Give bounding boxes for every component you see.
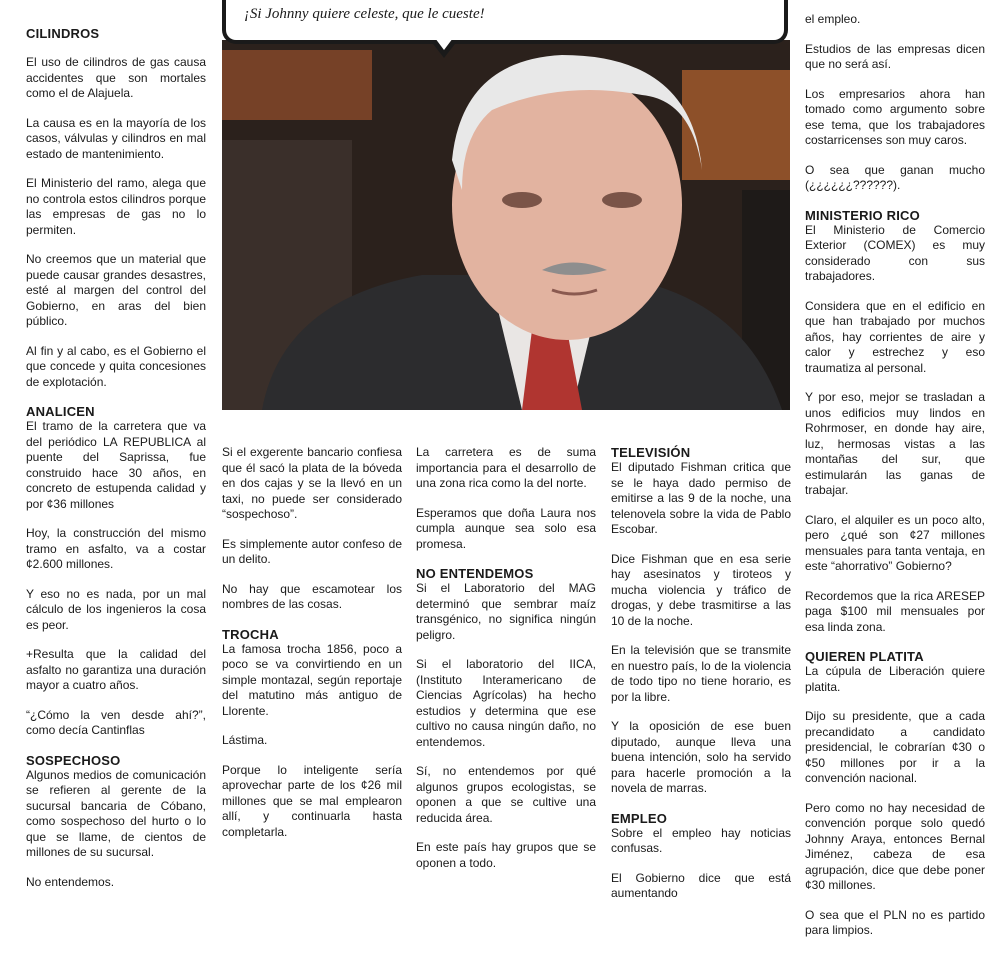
speech-bubble	[222, 0, 788, 44]
paragraph: Y eso no es nada, por un mal cálculo de los ingenieros la cosa es peor.	[26, 586, 206, 632]
section-title-analicen: ANALICEN	[26, 404, 95, 419]
paragraph: Claro, el alquiler es un poco alto, pero ¿qué son ¢27 millones mensuales para tanta ventaja, en este “ahorrativo” Gobierno?	[805, 512, 985, 573]
paragraph: En la televisión que se transmite en nuestro país, lo de la violencia de todo tipo no tiene horario, es por la libre.	[611, 643, 791, 704]
paragraph: El tramo de la carretera que va del periódico LA REPUBLICA al puente del Saprissa, fue construido hace 30 años, en concreto de estupenda calidad y por ¢36 millones	[26, 419, 206, 511]
paragraph: En este país hay grupos que se oponen a todo.	[416, 840, 596, 870]
column-3	[416, 445, 596, 885]
paragraph: Si el Laboratorio del MAG determinó que sembrar maíz transgénico, no significa ningún peligro.	[416, 581, 596, 642]
paragraph: Es simplemente autor confeso de un delito.	[222, 536, 402, 566]
paragraph: La famosa trocha 1856, poco a poco se va convirtiendo en un simple montazal, según reportaje del matutino más antiguo de Llorente.	[222, 641, 402, 718]
paragraph: el empleo.	[805, 12, 861, 26]
paragraph: O sea que ganan mucho (¿¿¿¿¿¿??????).	[805, 162, 985, 192]
paragraph: Los empresarios ahora han tomado como argumento sobre ese tema, que los trabajadores costarricenses son muy caros.	[805, 86, 985, 147]
paragraph: Y por eso, mejor se trasladan a unos edificios muy lindos en Rohrmoser, en donde hay aire, luz, hermosas vistas a las montañas del sur, que estimularán las ganas de trabajar.	[805, 390, 985, 497]
paragraph: La causa es en la mayoría de los casos, válvulas y cilindros en mal estado de mantenimiento.	[26, 115, 206, 161]
paragraph: Estudios de las empresas dicen que no será así.	[805, 41, 985, 71]
section-title-cilindros: CILINDROS	[26, 26, 100, 41]
column-4	[611, 445, 791, 916]
paragraph: Y la oposición de ese buen diputado, aunque lleva una buena intención, solo ha servido para hacerle promoción a la novela de marras.	[611, 719, 791, 795]
paragraph: Sí, no entendemos por qué algunos grupos ecologistas, se oponen a que se cultive una reducida área.	[416, 764, 596, 825]
portrait-photo	[222, 40, 790, 410]
paragraph: El diputado Fishman critica que se le haya dado permiso de emitirse a las 9 de la noche, una telenovela sobre la vida de Pablo Escobar.	[611, 460, 791, 536]
section-title-empleo: EMPLEO	[611, 810, 668, 826]
paragraph: No creemos que un material que puede causar grandes desastres, esté al margen del control del Gobierno, en aras del bien público.	[26, 252, 206, 328]
paragraph: Porque lo inteligente sería aprovechar parte de los ¢26 mil millones que se mal emplearon allí, y continuarla hasta completarla.	[222, 762, 402, 839]
paragraph: El Ministerio de Comercio Exterior (COMEX) es muy considerado con sus trabajadores.	[805, 222, 985, 283]
paragraph: El Gobierno dice que está aumentando	[611, 870, 791, 900]
paragraph: No entendemos.	[26, 874, 115, 889]
paragraph: Sobre el empleo hay noticias confusas.	[611, 825, 791, 855]
paragraph: +Resulta que la calidad del asfalto no garantiza una duración mayor a cuatro años.	[26, 647, 206, 692]
paragraph: Recordemos que la rica ARESEP paga $100 mil mensuales por esa linda zona.	[805, 588, 985, 634]
section-title-television: TELEVISIÓN	[611, 445, 691, 460]
paragraph: Hoy, la construcción del mismo tramo en asfalto, va a costar ¢2.600 millones.	[26, 526, 206, 571]
section-title-quieren-platita: QUIEREN PLATITA	[805, 649, 924, 664]
paragraph: Pero como no hay necesidad de convención porque solo quedó Johnny Araya, entonces Bernal Jiménez, cabeza de esa agrupación, dice que debe poner ¢30 millones.	[805, 800, 985, 892]
speech-bubble-tail-inner	[435, 38, 453, 50]
paragraph: No hay que escamotear los nombres de las cosas.	[222, 581, 402, 611]
paragraph: Lástima.	[222, 733, 268, 747]
paragraph: La carretera es de suma importancia para el desarrollo de una zona rica como la del norte.	[416, 445, 596, 490]
paragraph: Si el laboratorio del IICA, (Instituto Interamericano de Ciencias Agrícolas) ha hecho estudios y determina que ese cultivo no causa ningún daño, no entendemos.	[416, 657, 596, 749]
paragraph: O sea que el PLN no es partido para limpios.	[805, 907, 985, 937]
speech-bubble-text: ¡Si Johnny quiere celeste, que le cueste!	[244, 6, 485, 22]
column-5	[805, 12, 985, 953]
paragraph: Al fin y al cabo, es el Gobierno el que concede y quita concesiones de explotación.	[26, 343, 206, 389]
paragraph: “¿Cómo la ven desde ahí?”, como decía Cantinflas	[26, 707, 206, 737]
paragraph: Si el exgerente bancario confiesa que él sacó la plata de la bóveda en dos cajas y se la llevó en un taxi, no puede ser considerado “sospechoso”.	[222, 445, 402, 521]
section-title-sospechoso: SOSPECHOSO	[26, 752, 121, 768]
column-2	[222, 445, 402, 854]
paragraph: El uso de cilindros de gas causa accidentes que son mortales como el de Alajuela.	[26, 55, 206, 100]
paragraph: Dijo su presidente, que a cada precandidato a candidato presidencial, le cobrarían ¢30 o ¢50 millones por ir a la convención nacional.	[805, 709, 985, 785]
paragraph: Considera que en el edificio en que han trabajado por muchos años, hay corrientes de aire y calor y estrechez y eso traumatiza al personal.	[805, 298, 985, 375]
portrait-illustration	[222, 40, 790, 410]
paragraph: El Ministerio del ramo, alega que no controla estos cilindros porque las empresas de gas no lo permiten.	[26, 176, 206, 237]
section-title-ministerio-rico: MINISTERIO RICO	[805, 207, 920, 223]
paragraph: Esperamos que doña Laura nos cumpla aunque sea solo esa promesa.	[416, 505, 596, 551]
section-title-no-entendemos: NO ENTENDEMOS	[416, 566, 534, 581]
column-1	[26, 26, 206, 904]
paragraph: Algunos medios de comunicación se refieren al gerente de la sucursal bancaria de Cóbano, como sospechoso del hurto o lo que se llame, de cientos de millones de su sucursal.	[26, 767, 206, 859]
section-title-trocha: TROCHA	[222, 626, 279, 642]
paragraph: La cúpula de Liberación quiere platita.	[805, 664, 985, 694]
paragraph: Dice Fishman que en esa serie hay asesinatos y tiroteos y mucha violencia y tráfico de drogas, y debe trasmitirse a las 10 de la noche.	[611, 551, 791, 628]
